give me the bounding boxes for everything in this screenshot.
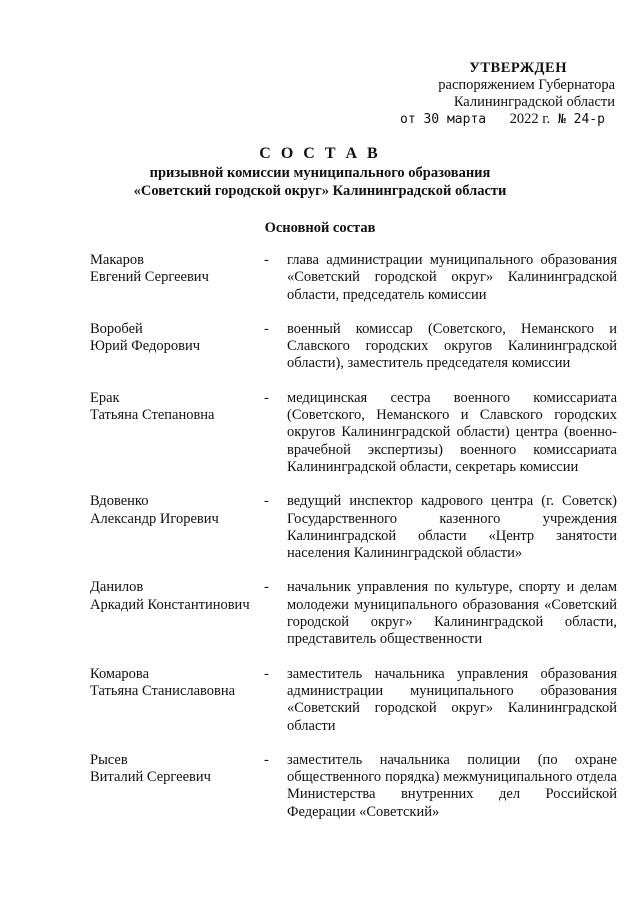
member-surname: Данилов <box>90 579 144 596</box>
approval-date <box>400 111 615 128</box>
approval-line-2: Калининградской области <box>453 94 615 110</box>
member-dash: - <box>264 579 269 596</box>
member-dash: - <box>264 252 269 268</box>
member-given-names: Юрий Федорович <box>90 338 201 355</box>
member-given-names: Виталий Сергеевич <box>90 769 211 786</box>
member-role: военный комиссар (Советского, Неманского и Славского городских округов Калининградской области), заместитель председателя комиссии <box>287 320 617 372</box>
member-entry <box>90 252 617 304</box>
member-role: медицинская сестра военного комиссариата (Советского, Неманского и Славского городских округов Калининградской области) центра (военно-врачебной экспертизы) военного комиссариата Калининградской области, секретарь комиссии <box>287 389 617 475</box>
member-name <box>90 390 260 476</box>
member-surname: Воробей <box>90 320 143 337</box>
members-list <box>90 252 617 821</box>
member-entry <box>90 321 617 373</box>
member-name <box>90 252 260 304</box>
approval-date-prefix: от 30 марта <box>400 112 487 127</box>
member-entry <box>90 752 617 821</box>
member-dash: - <box>264 320 269 337</box>
member-name <box>90 579 260 648</box>
member-dash: - <box>264 751 269 768</box>
member-dash: - <box>264 389 269 406</box>
member-name <box>90 666 260 735</box>
member-given-names: Евгений Сергеевич <box>90 269 209 286</box>
document-subtitle-2: «Советский городской округ» Калининградской области <box>133 183 507 199</box>
member-surname: Макаров <box>90 252 144 268</box>
member-dash: - <box>264 493 269 510</box>
member-role: начальник управления по культуре, спорту и делам молодежи муниципального образования «Советский городской округ» Калининградской области, представитель общественности <box>287 579 617 648</box>
member-entry <box>90 493 617 562</box>
member-name <box>90 493 260 562</box>
approval-line-1: распоряжением Губернатора <box>438 77 615 93</box>
document-subtitle-1: призывной комиссии муниципального образования <box>149 165 491 181</box>
member-role: ведущий инспектор кадрового центра (г. Советск) Государственного казенного учреждения Калининградской области «Центр занятости населения Калининградской области» <box>287 493 617 562</box>
approval-date-year: 2022 г. <box>509 111 551 127</box>
approval-number: № 24-р <box>557 112 605 127</box>
approval-title: УТВЕРЖДЕН <box>469 60 567 76</box>
member-entry <box>90 390 617 476</box>
member-dash: - <box>264 665 269 682</box>
member-name <box>90 752 260 821</box>
member-surname: Рысев <box>90 751 128 768</box>
member-role: заместитель начальника полиции (по охране общественного порядка) межмуниципального отдела Министерства внутренних дел Российской Федерации «Советский» <box>287 751 617 820</box>
member-given-names: Татьяна Станиславовна <box>90 682 236 699</box>
member-surname: Ерак <box>90 389 120 406</box>
member-given-names: Татьяна Степановна <box>90 407 215 424</box>
approval-stamp <box>400 60 615 128</box>
member-role: заместитель начальника управления образования администрации муниципального образования «Советский городской округ» Калининградской области <box>287 665 617 734</box>
section-heading: Основной состав <box>264 220 376 236</box>
member-name <box>90 321 260 373</box>
member-entry <box>90 579 617 648</box>
member-role: глава администрации муниципального образования «Советский городской округ» Калининградской области, председатель комиссии <box>287 252 617 303</box>
member-surname: Комарова <box>90 665 150 682</box>
document-title: С О С Т А В <box>259 145 381 162</box>
member-surname: Вдовенко <box>90 493 149 510</box>
member-entry <box>90 666 617 735</box>
member-given-names: Аркадий Константинович <box>90 596 250 613</box>
member-given-names: Александр Игоревич <box>90 510 219 527</box>
